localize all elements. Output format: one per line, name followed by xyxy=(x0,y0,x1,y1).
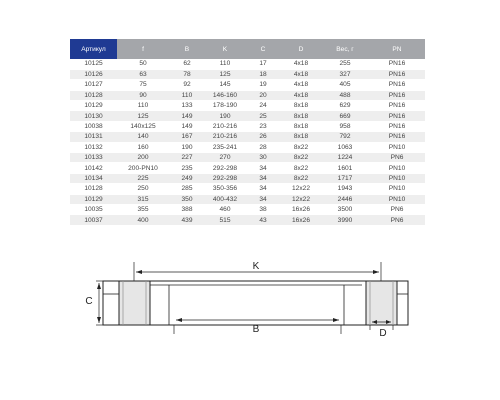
table-cell: 149 xyxy=(169,111,205,121)
table-cell: 4x18 xyxy=(281,59,321,69)
table-cell: PN16 xyxy=(369,90,425,100)
table-row xyxy=(70,173,425,183)
table-cell: 75 xyxy=(117,80,169,90)
table-row xyxy=(70,90,425,100)
table-cell: 78 xyxy=(169,69,205,79)
table-cell: 235 xyxy=(169,163,205,173)
table-cell: 958 xyxy=(321,121,369,131)
column-header: K xyxy=(205,39,245,59)
table-cell: 28 xyxy=(245,142,281,152)
table-cell: PN16 xyxy=(369,69,425,79)
table-cell: 140 xyxy=(117,132,169,142)
table-cell: 26 xyxy=(245,132,281,142)
table-cell: 210-216 xyxy=(205,132,245,142)
table-cell: 10038 xyxy=(70,121,117,131)
table-cell: 8x18 xyxy=(281,111,321,121)
table-cell: 488 xyxy=(321,90,369,100)
table-row xyxy=(70,121,425,131)
table-cell: 63 xyxy=(117,69,169,79)
table-cell: 249 xyxy=(169,173,205,183)
table-cell: 24 xyxy=(245,101,281,111)
table-cell: 110 xyxy=(205,59,245,69)
table-cell: PN16 xyxy=(369,132,425,142)
table-cell: 12x22 xyxy=(281,194,321,204)
table-cell: 17 xyxy=(245,59,281,69)
table-cell: 110 xyxy=(117,101,169,111)
table-cell: 327 xyxy=(321,69,369,79)
dimension-d-label: D xyxy=(379,328,387,339)
table-cell: 20 xyxy=(245,90,281,100)
table-cell: PN16 xyxy=(369,111,425,121)
table-cell: 405 xyxy=(321,80,369,90)
table-cell: 133 xyxy=(169,101,205,111)
column-header: f xyxy=(117,39,169,59)
table-cell: PN16 xyxy=(369,80,425,90)
table-cell: 149 xyxy=(169,121,205,131)
table-cell: 200-PN10 xyxy=(117,163,169,173)
table-cell: 167 xyxy=(169,132,205,142)
table-cell: PN16 xyxy=(369,121,425,131)
bolt-hole-right xyxy=(366,281,397,325)
table-row xyxy=(70,215,425,225)
table-row xyxy=(70,204,425,214)
table-cell: 8x22 xyxy=(281,153,321,163)
table-row xyxy=(70,184,425,194)
table-cell: 4x18 xyxy=(281,69,321,79)
table-cell: 125 xyxy=(205,69,245,79)
table-cell: 145 xyxy=(205,80,245,90)
table-row xyxy=(70,69,425,79)
table-cell: 10129 xyxy=(70,194,117,204)
table-cell: 8x18 xyxy=(281,121,321,131)
dimension-c-label: C xyxy=(85,296,93,307)
bolt-hole-left xyxy=(119,281,150,325)
table-cell: 669 xyxy=(321,111,369,121)
table-cell: 23 xyxy=(245,121,281,131)
table-cell: 10134 xyxy=(70,173,117,183)
table-cell: 629 xyxy=(321,101,369,111)
table-cell: 190 xyxy=(169,142,205,152)
table-cell: 227 xyxy=(169,153,205,163)
table-cell: 38 xyxy=(245,204,281,214)
table-cell: 460 xyxy=(205,204,245,214)
table-cell: 90 xyxy=(117,90,169,100)
table-cell: PN10 xyxy=(369,194,425,204)
table-cell: 515 xyxy=(205,215,245,225)
table-cell: 10133 xyxy=(70,153,117,163)
table-cell: 34 xyxy=(245,194,281,204)
table-cell: 146-160 xyxy=(205,90,245,100)
table-cell: 292-298 xyxy=(205,163,245,173)
table-cell: PN6 xyxy=(369,153,425,163)
table-cell: 235-241 xyxy=(205,142,245,152)
table-cell: 12x22 xyxy=(281,184,321,194)
table-cell: 10131 xyxy=(70,132,117,142)
table-cell: 10129 xyxy=(70,101,117,111)
table-cell: 8x22 xyxy=(281,163,321,173)
table-cell: 1601 xyxy=(321,163,369,173)
table-cell: 1943 xyxy=(321,184,369,194)
table-cell: PN10 xyxy=(369,184,425,194)
table-cell: 10128 xyxy=(70,184,117,194)
table-cell: PN6 xyxy=(369,215,425,225)
table-cell: 388 xyxy=(169,204,205,214)
table-cell: 1224 xyxy=(321,153,369,163)
table-cell: 350-356 xyxy=(205,184,245,194)
table-header-row xyxy=(70,39,425,59)
table-cell: 10037 xyxy=(70,215,117,225)
table-cell: 30 xyxy=(245,153,281,163)
table-cell: 792 xyxy=(321,132,369,142)
table-cell: 225 xyxy=(117,173,169,183)
table-cell: 16x26 xyxy=(281,215,321,225)
spec-table xyxy=(70,39,425,226)
table-cell: 400 xyxy=(117,215,169,225)
table-cell: 16x26 xyxy=(281,204,321,214)
table-cell: PN16 xyxy=(369,59,425,69)
table-cell: 10127 xyxy=(70,80,117,90)
table-cell: 285 xyxy=(169,184,205,194)
table-cell: 34 xyxy=(245,163,281,173)
table-cell: PN16 xyxy=(369,101,425,111)
table-cell: 125 xyxy=(117,111,169,121)
table-cell: 18 xyxy=(245,69,281,79)
table-row xyxy=(70,111,425,121)
table-cell: 1063 xyxy=(321,142,369,152)
table-cell: 4x18 xyxy=(281,90,321,100)
dimension-b-label: B xyxy=(252,324,260,335)
table-cell: 10125 xyxy=(70,59,117,69)
column-header: D xyxy=(281,39,321,59)
table-row xyxy=(70,59,425,69)
column-header: Артикул xyxy=(70,39,117,59)
table-cell: 210-216 xyxy=(205,121,245,131)
table-cell: 34 xyxy=(245,173,281,183)
table-row xyxy=(70,163,425,173)
table-cell: 3500 xyxy=(321,204,369,214)
table-cell: 10130 xyxy=(70,111,117,121)
table-cell: 4x18 xyxy=(281,80,321,90)
dimension-k-label: K xyxy=(252,261,260,272)
table-cell: 2446 xyxy=(321,194,369,204)
table-cell: 10035 xyxy=(70,204,117,214)
table-cell: 355 xyxy=(117,204,169,214)
table-cell: PN10 xyxy=(369,163,425,173)
column-header: PN xyxy=(369,39,425,59)
table-cell: 8x18 xyxy=(281,132,321,142)
table-cell: 140x125 xyxy=(117,121,169,131)
table-cell: 8x22 xyxy=(281,173,321,183)
table-cell: 25 xyxy=(245,111,281,121)
table-cell: 10128 xyxy=(70,90,117,100)
table-cell: 10142 xyxy=(70,163,117,173)
table-cell: 10126 xyxy=(70,69,117,79)
table-cell: 255 xyxy=(321,59,369,69)
table-cell: 200 xyxy=(117,153,169,163)
table-cell: 400-432 xyxy=(205,194,245,204)
table-cell: 50 xyxy=(117,59,169,69)
table-cell: 160 xyxy=(117,142,169,152)
column-header: B xyxy=(169,39,205,59)
table-row xyxy=(70,194,425,204)
table-row xyxy=(70,142,425,152)
table-cell: 62 xyxy=(169,59,205,69)
table-cell: PN10 xyxy=(369,142,425,152)
column-header: Вес, г xyxy=(321,39,369,59)
table-cell: 292-298 xyxy=(205,173,245,183)
table-cell: 34 xyxy=(245,184,281,194)
table-row xyxy=(70,153,425,163)
table-cell: 315 xyxy=(117,194,169,204)
table-cell: 1717 xyxy=(321,173,369,183)
table-cell: 10132 xyxy=(70,142,117,152)
table-row xyxy=(70,101,425,111)
table-cell: 110 xyxy=(169,90,205,100)
table-cell: 178-190 xyxy=(205,101,245,111)
table-cell: 8x18 xyxy=(281,101,321,111)
table-cell: 350 xyxy=(169,194,205,204)
table-cell: 19 xyxy=(245,80,281,90)
table-cell: 43 xyxy=(245,215,281,225)
table-cell: PN6 xyxy=(369,204,425,214)
table-cell: 250 xyxy=(117,184,169,194)
flange-diagram xyxy=(0,250,500,370)
table-body xyxy=(70,59,425,225)
table-cell: 3990 xyxy=(321,215,369,225)
column-header: C xyxy=(245,39,281,59)
table-cell: 439 xyxy=(169,215,205,225)
table-cell: PN10 xyxy=(369,173,425,183)
table-cell: 92 xyxy=(169,80,205,90)
table-cell: 8x22 xyxy=(281,142,321,152)
table-cell: 190 xyxy=(205,111,245,121)
table-row xyxy=(70,80,425,90)
table-cell: 270 xyxy=(205,153,245,163)
table-row xyxy=(70,132,425,142)
